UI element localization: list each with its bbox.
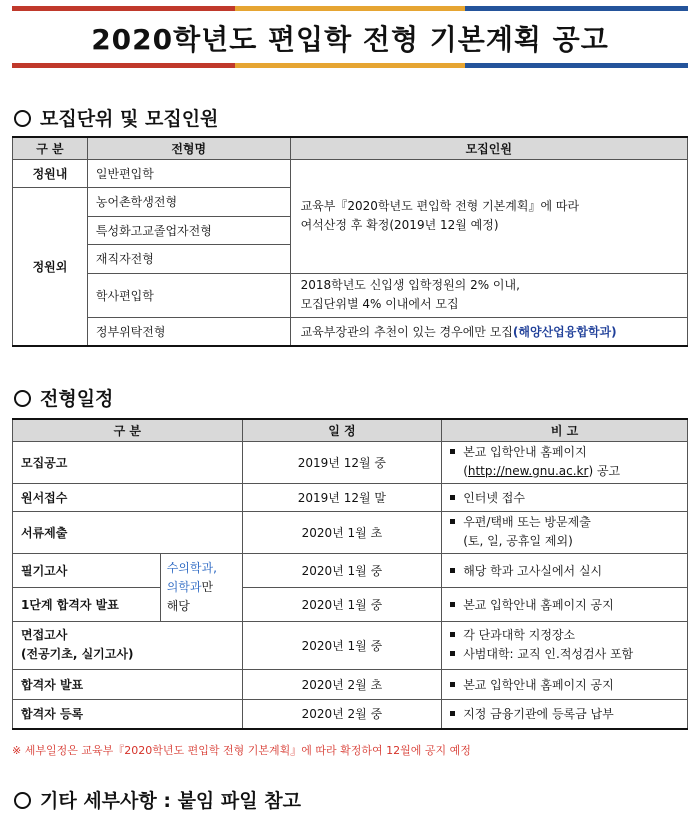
section-heading-quota: 모집단위 및 모집인원	[14, 104, 218, 131]
banner-bottom-bar	[12, 63, 688, 68]
schedule-label: 합격자 발표	[13, 669, 243, 699]
table-row	[13, 587, 688, 621]
quota-table	[12, 136, 688, 347]
schedule-label: 서류제출	[13, 511, 243, 553]
square-bullet-icon	[450, 711, 455, 716]
schedule-label: 모집공고	[13, 441, 243, 483]
square-bullet-icon	[450, 495, 455, 500]
type-cell: 특성화고교졸업자전형	[87, 216, 290, 244]
schedule-note: 우편/택배 또는 방문제출 (토, 일, 공휴일 제외)	[442, 511, 688, 553]
table-row	[13, 699, 688, 729]
schedule-label: 원서접수	[13, 483, 243, 511]
title-banner	[12, 6, 688, 68]
scope-cell: 수의학과, 의학과만 해당	[160, 553, 242, 621]
table-row	[13, 317, 688, 346]
square-bullet-icon	[450, 519, 455, 524]
schedule-label: 면접고사 (전공기초, 실기고사)	[13, 621, 243, 669]
col-header-type: 전형명	[87, 137, 290, 159]
type-cell: 농어촌학생전형	[87, 187, 290, 216]
page-title: 2020학년도 편입학 전형 기본계획 공고	[91, 23, 609, 56]
schedule-note: 인터넷 접수	[442, 483, 688, 511]
table-row	[13, 621, 688, 669]
table-row	[13, 159, 688, 187]
quota-main-cell: 교육부『2020학년도 편입학 전형 기본계획』에 따라 여석산정 후 확정(2019년 12월 예정)	[290, 159, 687, 273]
square-bullet-icon	[450, 602, 455, 607]
type-cell: 일반편입학	[87, 159, 290, 187]
type-cell: 학사편입학	[87, 273, 290, 317]
schedule-label: 합격자 등록	[13, 699, 243, 729]
square-bullet-icon	[450, 568, 455, 573]
schedule-date: 2019년 12월 중	[242, 441, 442, 483]
schedule-note: 본교 입학안내 홈페이지 공지	[442, 587, 688, 621]
col-header-category: 구 분	[13, 137, 88, 159]
schedule-note: 본교 입학안내 홈페이지 공지	[442, 669, 688, 699]
table-row	[13, 669, 688, 699]
schedule-date: 2020년 1월 중	[242, 621, 442, 669]
schedule-note: 본교 입학안내 홈페이지 (http://new.gnu.ac.kr) 공고	[442, 441, 688, 483]
table-row	[13, 553, 688, 587]
square-bullet-icon	[450, 651, 455, 656]
col-header-date: 일 정	[242, 419, 442, 441]
col-header-remark: 비 고	[442, 419, 688, 441]
table-row	[13, 483, 688, 511]
circle-bullet-icon	[14, 792, 31, 809]
quota-gov-cell: 교육부장관의 추천이 있는 경우에만 모집(해양산업융합학과)	[290, 317, 687, 346]
schedule-note: 해당 학과 고사실에서 실시	[442, 553, 688, 587]
row-label-outside: 정원외	[13, 187, 88, 346]
table-row	[13, 273, 688, 317]
section-heading-other: 기타 세부사항 : 붙임 파일 참고	[14, 786, 301, 813]
schedule-table	[12, 418, 688, 730]
table-row	[13, 441, 688, 483]
row-label-inside: 정원내	[13, 159, 88, 187]
schedule-label: 필기고사	[13, 553, 161, 587]
schedule-footnote: ※ 세부일정은 교육부『2020학년도 편입학 전형 기본계획』에 따라 확정하여 12월에 공지 예정	[12, 744, 471, 757]
square-bullet-icon	[450, 632, 455, 637]
square-bullet-icon	[450, 682, 455, 687]
schedule-note: 지정 금융기관에 등록금 납부	[442, 699, 688, 729]
schedule-date: 2019년 12월 말	[242, 483, 442, 511]
circle-bullet-icon	[14, 390, 31, 407]
schedule-date: 2020년 2월 중	[242, 699, 442, 729]
schedule-date: 2020년 1월 초	[242, 511, 442, 553]
col-header-quota: 모집인원	[290, 137, 687, 159]
banner-top-bar	[12, 6, 688, 11]
circle-bullet-icon	[14, 110, 31, 127]
schedule-note: 각 단과대학 지정장소 사범대학: 교직 인.적성검사 포함	[442, 621, 688, 669]
schedule-date: 2020년 1월 중	[242, 553, 442, 587]
col-header-category: 구 분	[13, 419, 243, 441]
homepage-link[interactable]: http://new.gnu.ac.kr	[467, 464, 589, 478]
schedule-label: 1단계 합격자 발표	[13, 587, 161, 621]
square-bullet-icon	[450, 449, 455, 454]
type-cell: 재직자전형	[87, 244, 290, 273]
table-row	[13, 511, 688, 553]
section-heading-schedule: 전형일정	[14, 384, 113, 411]
type-cell: 정부위탁전형	[87, 317, 290, 346]
schedule-date: 2020년 2월 초	[242, 669, 442, 699]
quota-bachelor-cell: 2018학년도 신입생 입학정원의 2% 이내, 모집단위별 4% 이내에서 모집	[290, 273, 687, 317]
schedule-date: 2020년 1월 중	[242, 587, 442, 621]
